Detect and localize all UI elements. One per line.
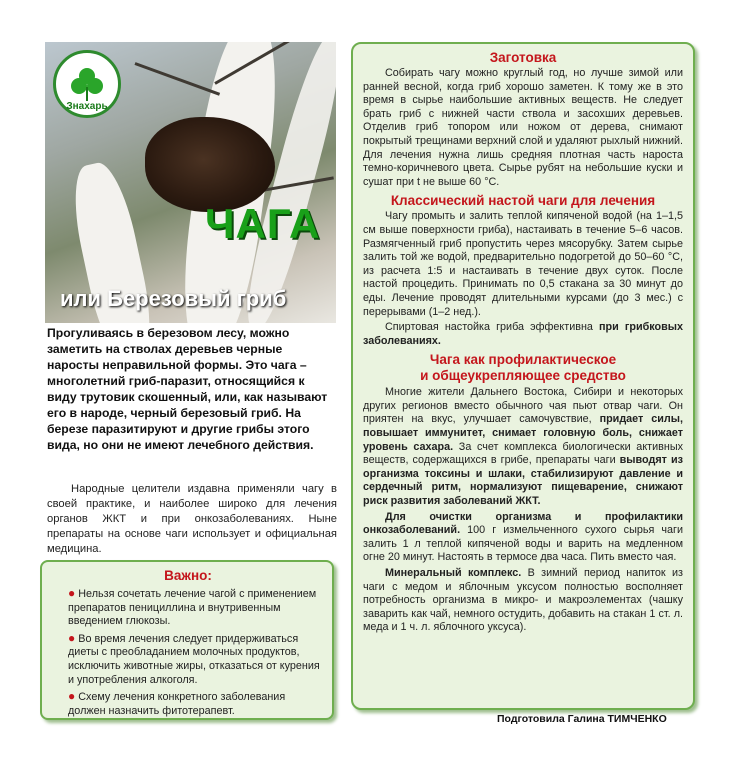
znakhar-logo bbox=[53, 50, 121, 118]
important-item: ● Схему лечения конкретного заболевания должен назначить фитотерапевт. bbox=[68, 689, 286, 717]
hero-photo bbox=[45, 42, 336, 323]
section-heading-nastoy: Классический настой чаги для лечения bbox=[390, 193, 656, 209]
important-box bbox=[40, 560, 334, 720]
title-sub: или Березовый гриб bbox=[60, 286, 287, 311]
logo-text: Знахарь bbox=[66, 101, 108, 112]
section-text-tincture: Спиртовая настойка гриба эффективна при грибковых заболеваниях. bbox=[363, 321, 683, 347]
title-main: ЧАГА bbox=[205, 200, 321, 247]
important-item: ● Нельзя сочетать лечение чагой с применением препаратов пенициллина и внутривенным введением глюкозы. bbox=[68, 586, 317, 628]
section-text-mineral: Минеральный комплекс. В зимний период напиток из чаги с медом и яблочным уксусом полностью восполняет потребность организма в микро- и макроэлементах (чашку заварить как чай, немного остудить, добавить на стакан 1 ст. л. меда и 1 ч. л. яблочного уксуса). bbox=[363, 567, 684, 634]
important-item: ● Во время лечения следует придерживаться диеты с преобладанием молочных продуктов, исключить животные жиры, отказаться от курения и употребления алкоголя. bbox=[68, 630, 320, 686]
section-heading-zagotovka: Заготовка bbox=[489, 50, 557, 65]
chaga-growth-image bbox=[145, 117, 275, 212]
clover-icon bbox=[68, 65, 106, 103]
section-text-zagotovka: Собирать чагу можно круглый год, но лучше зимой или ранней весной, когда гриб хорошо заметен. К тому же в это время в сырье наибольшие активных веществ. Не следует брать гриб с нижней части ствола и засохших деревьев. Отделив гриб топором или ножом от дерева, снимают покрытый трещинами верхний слой и удаляют рыхлый нижний. Для лечения нужна лишь средняя плотная часть нароста темно-коричневого цвета. Сырье рубят на небольшие куски и сушат при t не выше 60 °С. bbox=[363, 67, 683, 188]
author-credit: Подготовила Галина ТИМЧЕНКО bbox=[497, 713, 667, 725]
bullet-icon: ● bbox=[68, 689, 76, 704]
section-text-nastoy: Чагу промыть и залить теплой кипяченой водой (на 1–1,5 см выше поверхности гриба), настаивать в течение 5–6 часов. Размягченный гриб пропустить через мясорубку. Затем сырье залить той же водой, предварительно подогретой до 50–60 °С, из расчета 1:5 и настаивать в течение двух суток. После настой процедить. Принимать по 0,5 стакана за 30 минут до еды. Лечение проводят длительными курсами (до 3 мес.) с перерывами (1–2 нед.). bbox=[363, 210, 683, 318]
bullet-icon: ● bbox=[68, 630, 76, 645]
right-column-box bbox=[351, 42, 695, 710]
branch bbox=[134, 62, 220, 96]
bullet-icon: ● bbox=[68, 586, 76, 600]
important-heading: Важно: bbox=[164, 568, 212, 583]
section-heading-prophylactic: Чага как профилактическое и общеукрепляющее средство bbox=[420, 352, 626, 384]
body-paragraph: Народные целители издавна применяли чагу в своей практике, и наиболее широко для лечения органов ЖКТ и при онкозаболеваниях. Ныне препараты на основе чаги использует и официальная медицина. bbox=[47, 483, 337, 555]
section-text-cleansing: Для очистки организма и профилактики онкозаболеваний. 100 г измельченного сухого сырья чаги залить 1 л теплой кипяченой воды и варить на медленном огне 20 минут. Настоять в термосе два часа. Пить вместо чая. bbox=[363, 510, 683, 564]
lead-paragraph: Прогуливаясь в березовом лесу, можно заметить на стволах деревьев черные наросты неправильной формы. Это чага – многолетний гриб-паразит, относящийся к виду трутовик скошенный, или, как называют его в народе, черный березовый гриб. На березе паразитируют и другие грибы этого вида, но они не имеют лечебного действия. bbox=[47, 326, 328, 452]
section-text-prophylactic: Многие жители Дальнего Востока, Сибири и некоторых других регионов вместо обычного чая пьют отвар чаги. Он приятен на вкус, улучшает самочувствие, придает силы, повышает иммунитет, снимает головную боль, снижает уровень сахара. За счет комплекса биологически активных веществ, содержащихся в грибе, препараты чаги выводят из организма токсины и шлаки, стабилизируют давление и сердечный ритм, нормализуют пищеварение, снижают риск развития заболеваний ЖКТ. bbox=[363, 386, 683, 508]
